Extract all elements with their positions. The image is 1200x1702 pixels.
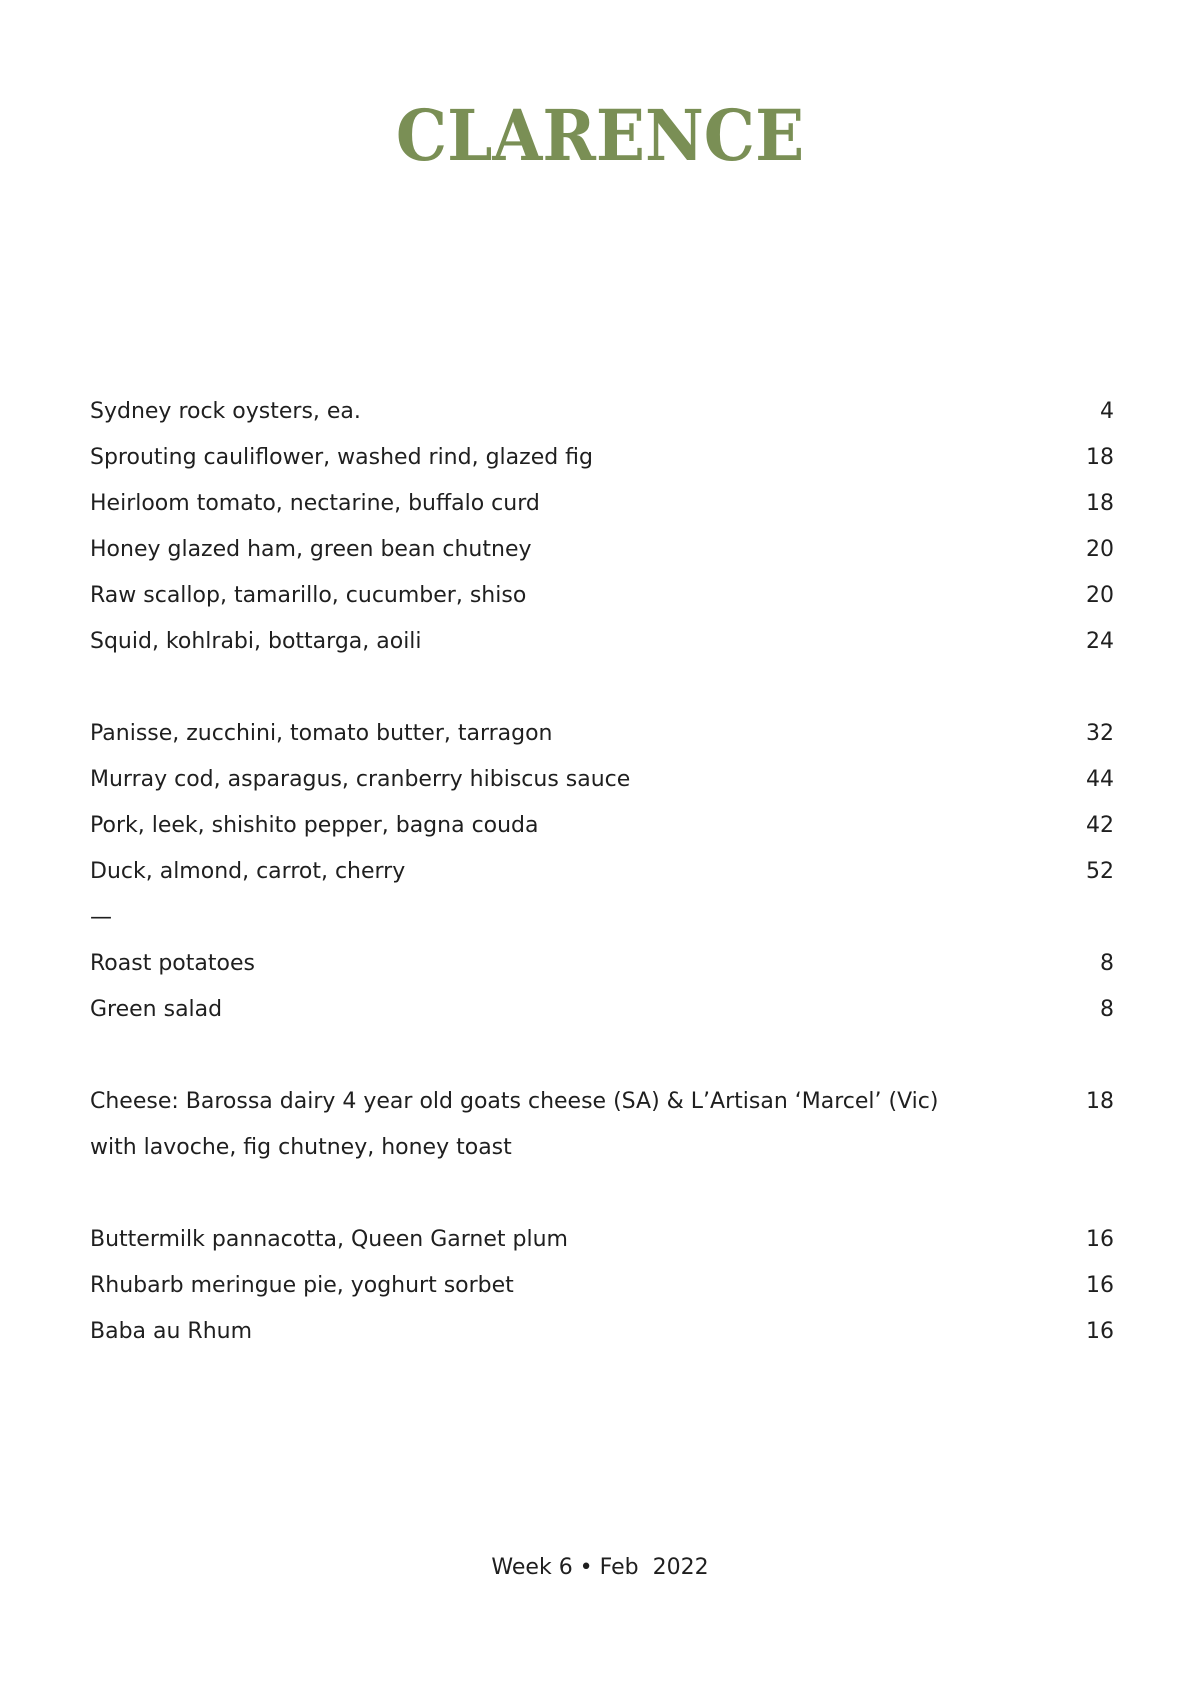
menu-item	[90, 480, 1114, 526]
menu-item-name: Sydney rock oysters, ea.	[90, 398, 361, 424]
menu-item-price: 8	[1100, 996, 1114, 1022]
sides-separator	[90, 894, 1114, 940]
menu-item	[90, 1216, 1114, 1262]
separator-dash: —	[90, 904, 112, 930]
menu-item	[90, 572, 1114, 618]
menu-item	[90, 434, 1114, 480]
menu-item-name: Panisse, zucchini, tomato butter, tarragon	[90, 720, 553, 746]
menu-section-starters	[90, 388, 1114, 664]
menu-item-price: 32	[1086, 720, 1114, 746]
menu-item-name: Raw scallop, tamarillo, cucumber, shiso	[90, 582, 527, 608]
menu-item-price: 44	[1086, 766, 1114, 792]
menu-item-name: Roast potatoes	[90, 950, 255, 976]
menu-item-name: Baba au Rhum	[90, 1318, 253, 1344]
menu-item-side	[90, 940, 1114, 986]
menu-section-cheese	[90, 1078, 1114, 1170]
menu-item-name: Rhubarb meringue pie, yoghurt sorbet	[90, 1272, 514, 1298]
menu-item	[90, 526, 1114, 572]
menu-item-price: 42	[1086, 812, 1114, 838]
menu-item-price: 8	[1100, 950, 1114, 976]
menu-section-mains	[90, 710, 1114, 1032]
menu-date-footer: Week 6 • Feb 2022	[491, 1555, 709, 1580]
menu-item-name: Cheese: Barossa dairy 4 year old goats cheese (SA) & L’Artisan ‘Marcel’ (Vic)	[90, 1088, 939, 1114]
menu-item	[90, 1308, 1114, 1354]
restaurant-logo: CLARENCE	[395, 94, 805, 177]
menu-item	[90, 756, 1114, 802]
menu-item	[90, 388, 1114, 434]
menu-item-name: Honey glazed ham, green bean chutney	[90, 536, 532, 562]
menu-item-price: 18	[1086, 444, 1114, 470]
menu-item-price: 16	[1086, 1226, 1114, 1252]
menu-item	[90, 1078, 1114, 1124]
menu-item-name: Heirloom tomato, nectarine, buffalo curd	[90, 490, 540, 516]
menu-item-name: Murray cod, asparagus, cranberry hibiscus sauce	[90, 766, 631, 792]
menu-item-description	[90, 1124, 1114, 1170]
menu-item-name: Duck, almond, carrot, cherry	[90, 858, 406, 884]
menu-item-price: 20	[1086, 536, 1114, 562]
menu-item-price: 20	[1086, 582, 1114, 608]
menu-item	[90, 802, 1114, 848]
menu-item-price: 16	[1086, 1272, 1114, 1298]
menu-item	[90, 1262, 1114, 1308]
menu-item-side	[90, 986, 1114, 1032]
menu-item-price: 18	[1086, 1088, 1114, 1114]
menu-item	[90, 618, 1114, 664]
menu-item-price: 52	[1086, 858, 1114, 884]
menu-item-name: Buttermilk pannacotta, Queen Garnet plum	[90, 1226, 568, 1252]
menu-item	[90, 710, 1114, 756]
menu-item-price: 18	[1086, 490, 1114, 516]
menu-item-price: 4	[1100, 398, 1114, 424]
menu-item-price: 24	[1086, 628, 1114, 654]
menu-item-name: Sprouting cauliflower, washed rind, glazed fig	[90, 444, 594, 470]
menu-item-price: 16	[1086, 1318, 1114, 1344]
menu-item-name: Green salad	[90, 996, 223, 1022]
menu-list	[90, 388, 1114, 1354]
menu-section-desserts	[90, 1216, 1114, 1354]
menu-item	[90, 848, 1114, 894]
menu-item-name: Pork, leek, shishito pepper, bagna couda	[90, 812, 539, 838]
menu-item-name: with lavoche, fig chutney, honey toast	[90, 1134, 512, 1160]
menu-item-name: Squid, kohlrabi, bottarga, aoili	[90, 628, 422, 654]
